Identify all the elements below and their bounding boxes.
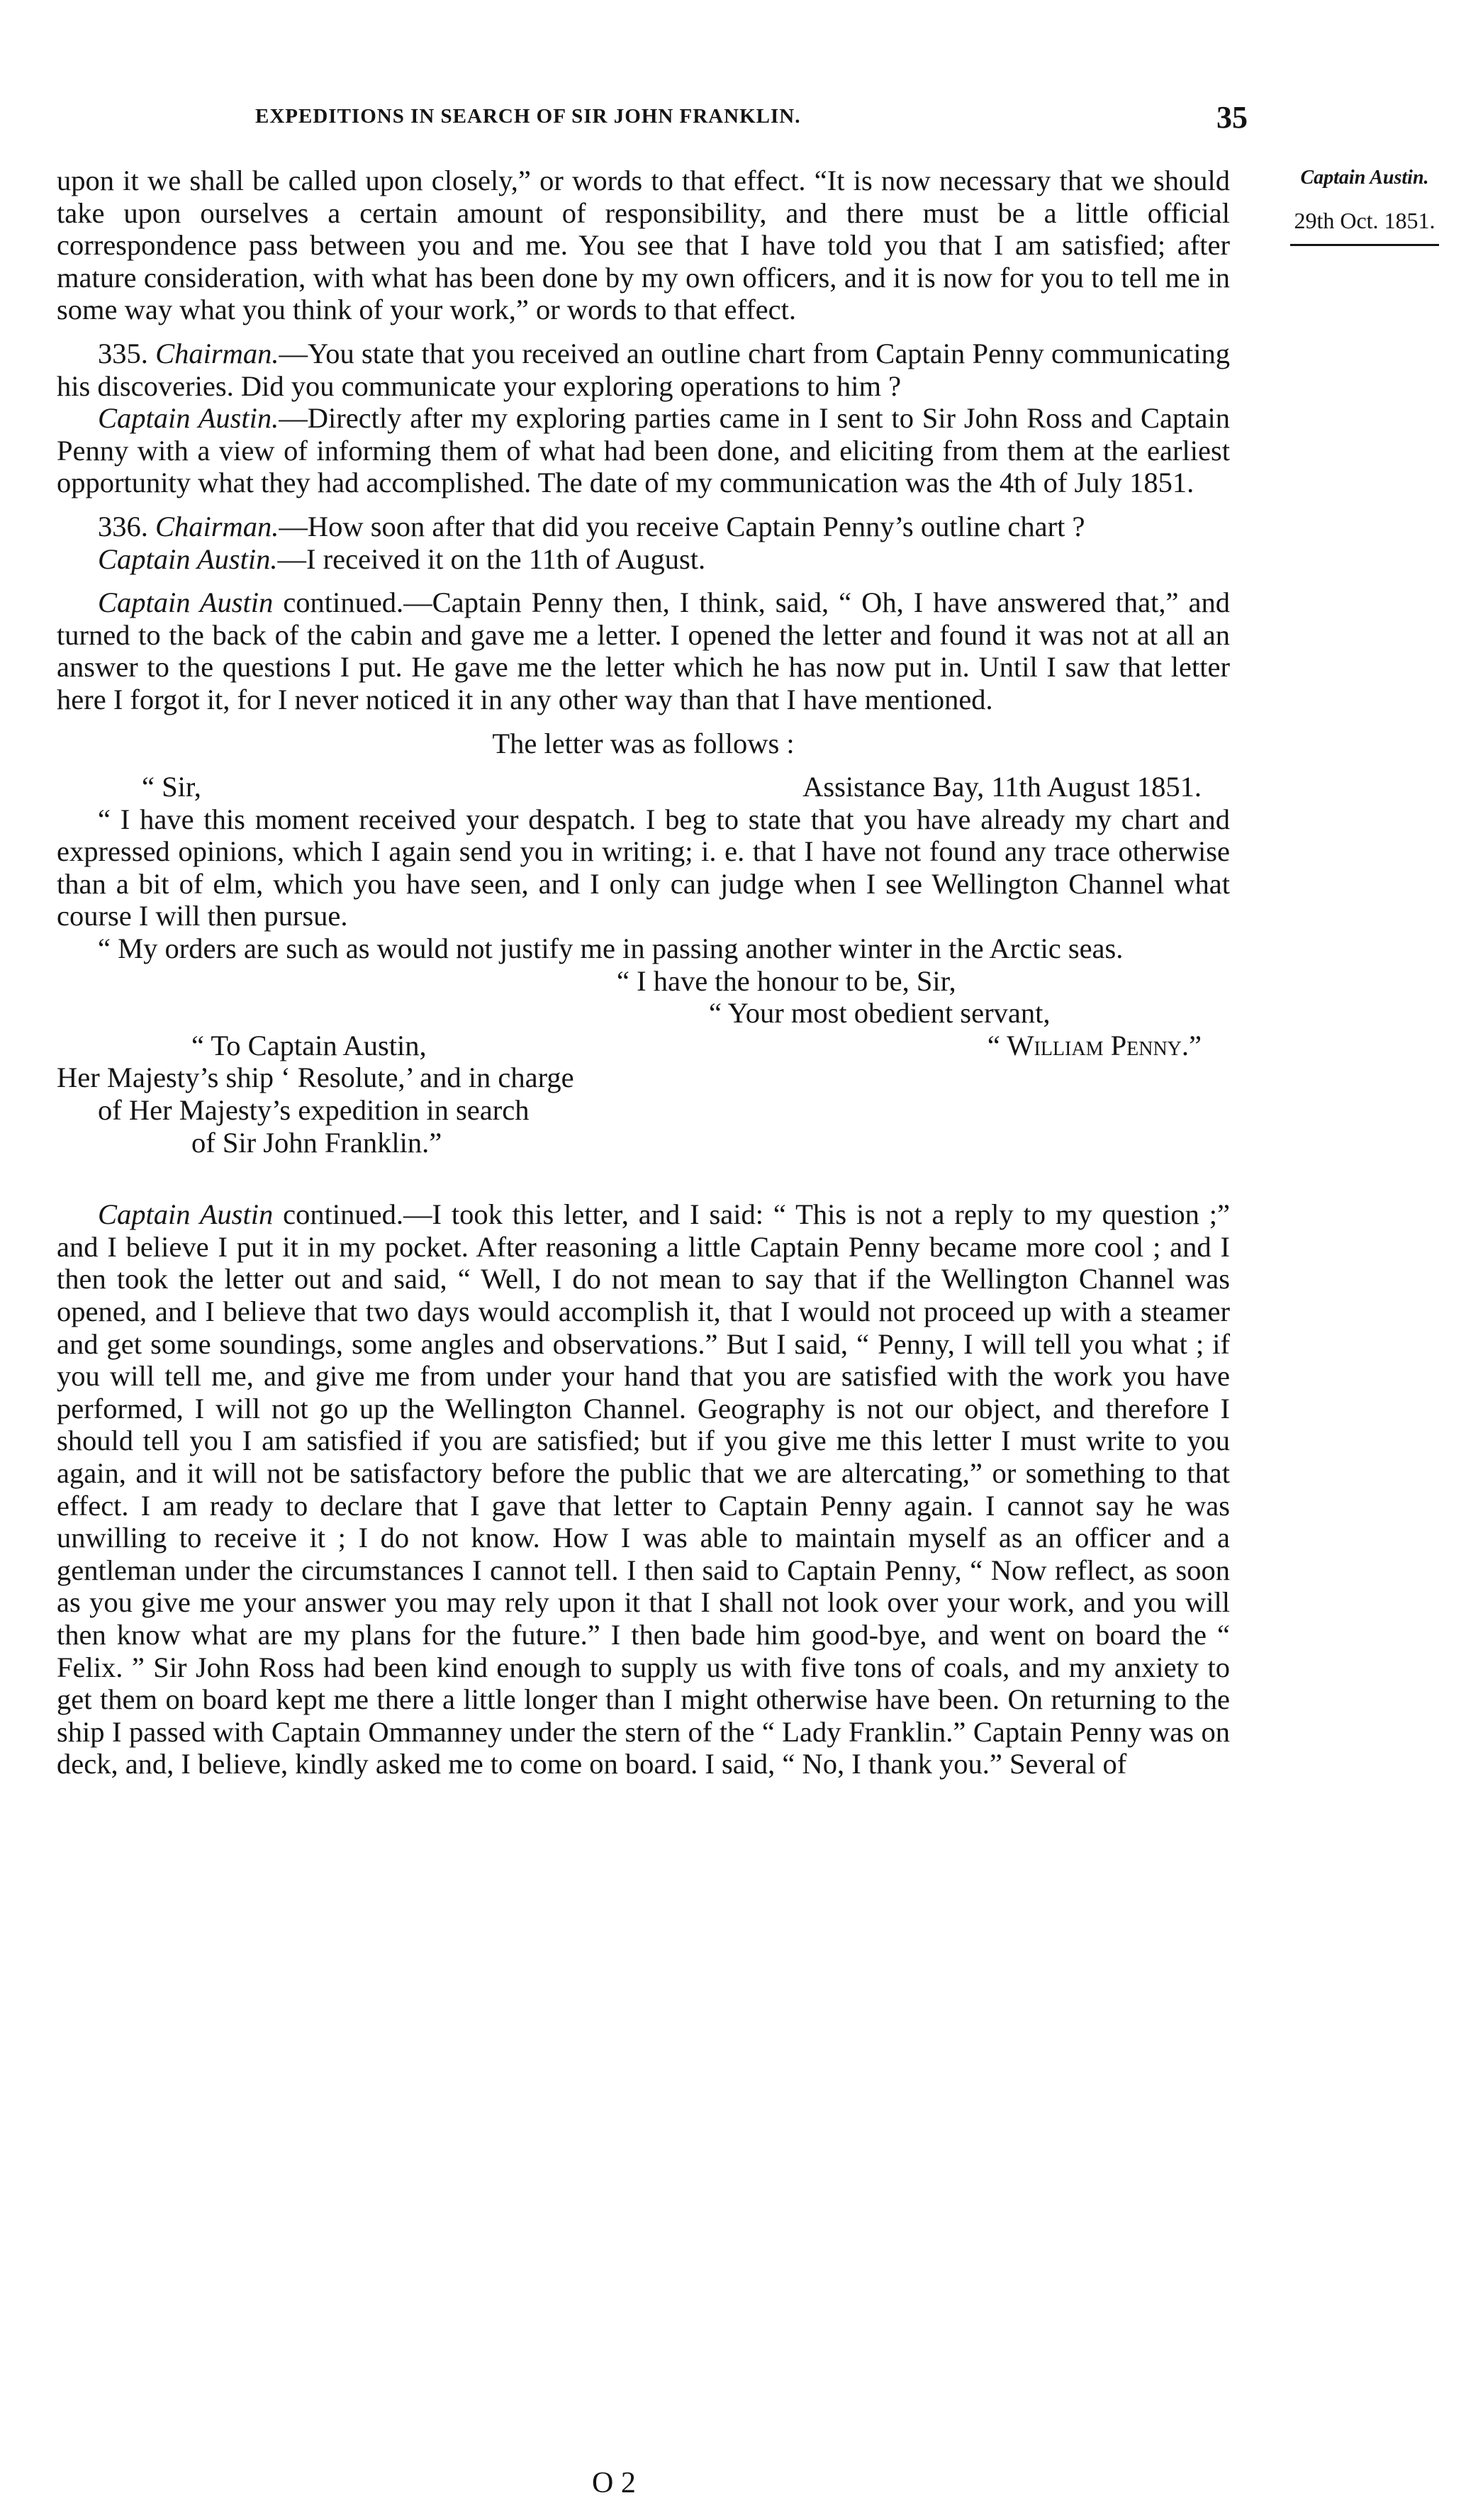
question-number: 335. (98, 337, 148, 369)
question-335 (57, 338, 1230, 402)
testimony-text: continued.—I took this letter, and I said: “ This is not a reply to my question ;” and I believe I put it in my pocket. After reasoning a little Captain Penny became more cool ; and I then took the letter out and said, “ Well, I do not mean to say that if the Wellington Channel was opened, and I believe that two days would accomplish it, that I would not proceed up with a steamer and get some soundings, some angles and observations.” But I said, “ Penny, I will tell you what ; if you will tell me, and give me from under your hand that you are satisfied with the work you have performed, I will not go up the Wellington Channel. Geography is not our object, and therefore I should tell you I am satisfied if you are satisfied; but if you give me this letter I must write to you again, and it will not be satisfactory before the public that we are altercating,” or something to that effect. I am ready to declare that I gave that letter to Captain Penny again. I cannot say he was unwilling to receive it ; I do not know. How I was able to maintain myself as an officer and a gentleman under the circumstances I cannot tell. I then said to Captain Penny, “ Now reflect, as soon as you give me your answer you may rely upon it that I shall not look over your work, and you will then know what are my plans for the future.” I then bade him good-bye, and went on board the “ Felix. ” Sir John Ross had been kind enough to supply us with five tons of coals, and my anxiety to get them on board kept me there a little longer than I might otherwise have been. On returning to the ship I passed with Captain Ommanney under the stern of the “ Lady Franklin.” Captain Penny was on deck, and, I believe, kindly asked me to come on board. I said, “ No, I thank you.” Several of (57, 1198, 1230, 1780)
question-336 (57, 511, 1230, 543)
letter-intro: The letter was as follows : (492, 727, 795, 759)
letter-address: of Sir John Franklin.” (191, 1126, 442, 1159)
answer-336 (57, 543, 1230, 576)
testimony-paragraph (57, 586, 1230, 715)
letter-salutation: “ Sir, (142, 771, 201, 803)
page-header (255, 99, 1248, 142)
margin-note (1262, 167, 1467, 246)
answer-text: —Directly after my exploring parties came in I sent to Sir John Ross and Captain Penny with a view of informing them of what had been done, and eliciting from them at the earliest opportunity what they had accomplished. The date of my communication was the 4th of July 1851. (57, 402, 1230, 499)
question-text: —How soon after that did you receive Captain Penny’s outline chart ? (279, 510, 1085, 542)
speaker-austin: Captain Austin (98, 1198, 274, 1231)
letter-address: of Her Majesty’s expedition in search (98, 1094, 530, 1127)
letter-closing: “ Your most obedient servant, (709, 997, 1051, 1030)
speaker-austin: Captain Austin. (98, 402, 279, 435)
page-number: 35 (1216, 100, 1248, 135)
letter-address-row (57, 1030, 1230, 1062)
margin-note-rule (1290, 244, 1439, 246)
answer-335 (57, 402, 1230, 499)
question-text: —You state that you received an outline chart from Captain Penny communicating his discoveries. Did you communicate your exploring operations to him ? (57, 337, 1230, 402)
letter-signature: “ William Penny.” (987, 1029, 1202, 1061)
letter-closing: “ I have the honour to be, Sir, (617, 964, 956, 997)
running-head: EXPEDITIONS IN SEARCH OF SIR JOHN FRANKLIN. (255, 105, 801, 128)
letter-heading (57, 771, 1230, 803)
testimony-text: continued.—Captain Penny then, I think, said, “ Oh, I have answered that,” and turned to the back of the cabin and gave me a letter. I opened the letter and found it was not at all an answer to the questions I put. He gave me the letter which he has now put in. Until I saw that letter here I forgot it, for I never noticed it in any other way than that I have mentioned. (57, 586, 1230, 715)
body-text (57, 165, 1230, 1780)
letter-place-date: Assistance Bay, 11th August 1851. (802, 771, 1202, 803)
letter-address: Her Majesty’s ship ‘ Resolute,’ and in charge (57, 1061, 574, 1094)
margin-note-date: 29th Oct. 1851. (1294, 208, 1436, 233)
margin-note-witness: Captain Austin. (1300, 167, 1429, 189)
signature-mark: O 2 (592, 2467, 636, 2499)
speaker-austin: Captain Austin (98, 586, 274, 619)
testimony-paragraph (57, 1198, 1230, 1780)
speaker-chairman: Chairman. (155, 337, 279, 369)
speaker-chairman: Chairman. (155, 510, 279, 542)
letter-addressee: “ To Captain Austin, (191, 1029, 427, 1061)
answer-text: —I received it on the 11th of August. (277, 542, 706, 575)
question-number: 336. (98, 510, 148, 542)
letter-paragraph: “ My orders are such as would not justify me in passing another winter in the Arctic seas. (98, 932, 1124, 965)
speaker-austin: Captain Austin. (98, 542, 278, 575)
letter-paragraph: “ I have this moment received your despatch. I beg to state that you have already my chart and expressed opinions, which I again send you in writing; i. e. that I have not found any trace otherwise than a bit of elm, which you have seen, and I only can judge when I see Wellington Channel what course I will then pursue. (57, 803, 1230, 932)
paragraph-continuation: upon it we shall be called upon closely,” or words to that effect. “It is now necessary that we should take upon ourselves a certain amount of responsibility, and there must be a little official correspondence pass between you and me. You see that I have told you that I am satisfied; after mature consideration, with what has been done by my own officers, and it is now for you to tell me in some way what you think of your work,” or words to that effect. (57, 165, 1230, 326)
